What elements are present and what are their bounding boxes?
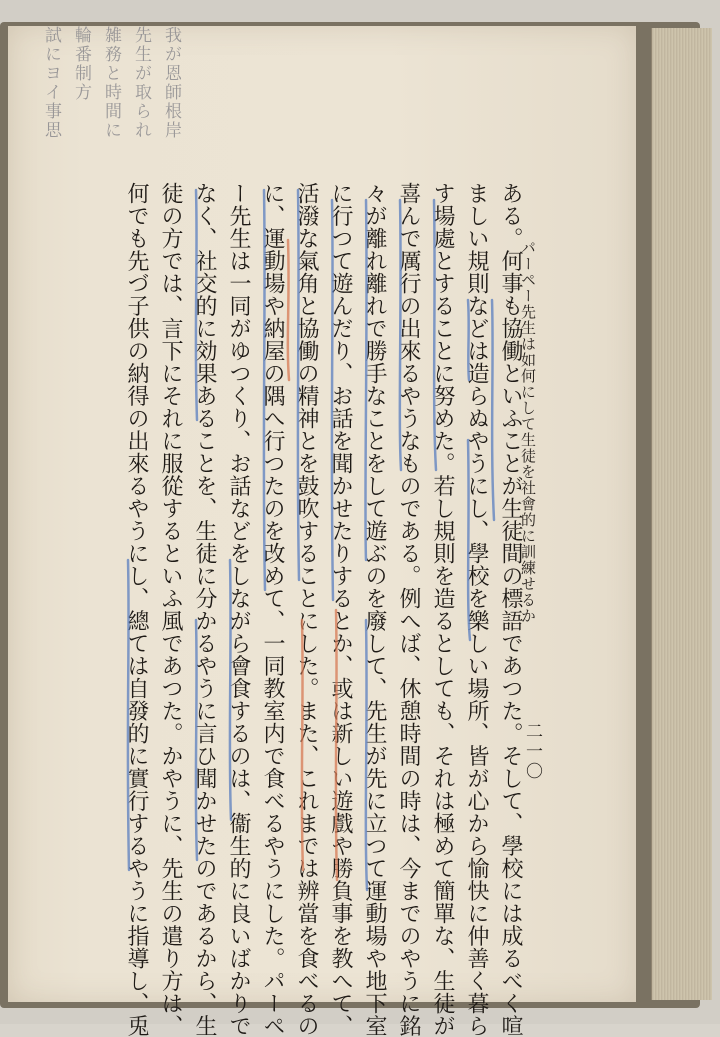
pencil-note: 試にヨイ事思 xyxy=(41,26,61,140)
text-column: に行つて遊んだり、お話を聞かせたりするとか、或は新しい遊戲や勝負事を教へて、 xyxy=(328,182,353,1037)
text-column: 喜んで厲行の出來るやうなものである。例へば、休憩時間の時は、今までのやうに銘 xyxy=(396,182,421,1037)
body-text xyxy=(119,182,527,1037)
text-column: 々が離れ離れで勝手なことをして遊ぶのを廢して、先生が先に立つて運動場や地下室 xyxy=(362,182,387,1037)
page-number: 二一〇 xyxy=(522,722,542,782)
text-column: ある。何事も協働といふことが生徒間の標語であつた。そして、學校には成るべく喧 xyxy=(498,182,523,1037)
text-column: す場處とすることに努めた。若し規則を造るとしても、それは極めて簡單な、生徒が xyxy=(430,182,455,1037)
text-column: に、運動場や納屋の隅へ行つたのを改めて、一同教室内で食べるやうにした。パーペ xyxy=(260,182,285,1037)
text-column: ー先生は一同がゆつくり、お話などをしながら會食するのは、衞生的に良いばかりで xyxy=(226,182,251,1037)
text-column: 活潑な氣角と協働の精神とを鼓吹することにした。また、これまでは辨當を食べるの xyxy=(294,182,319,1037)
text-column: 何でも先づ子供の納得の出來るやうにし、總ては自發的に實行するやうに指導し、兎 xyxy=(124,182,149,1037)
text-column: なく、社交的に効果あることを、生徒に分かるやうに言ひ聞かせたのであるから、生 xyxy=(192,182,217,1037)
page-edges xyxy=(651,28,712,1000)
running-head: パーペー先生は如何にして生徒を社會的に訓練せるか xyxy=(519,240,537,624)
pencil-note: 輪番制方 xyxy=(71,26,91,102)
text-column: ましい規則などは造らぬやうにし、學校を樂しい場所、皆が心から愉快に仲善く暮ら xyxy=(464,182,489,1037)
pencil-note: 雑務と時間に xyxy=(101,26,121,140)
pencil-note: 先生が取られ xyxy=(131,26,151,140)
text-column: 徒の方では、言下にそれに服從するといふ風であつた。かやうに、先生の遣り方は、 xyxy=(158,182,183,1037)
pencil-annotations xyxy=(36,26,186,140)
pencil-note: 我が恩師根岸 xyxy=(161,26,181,140)
